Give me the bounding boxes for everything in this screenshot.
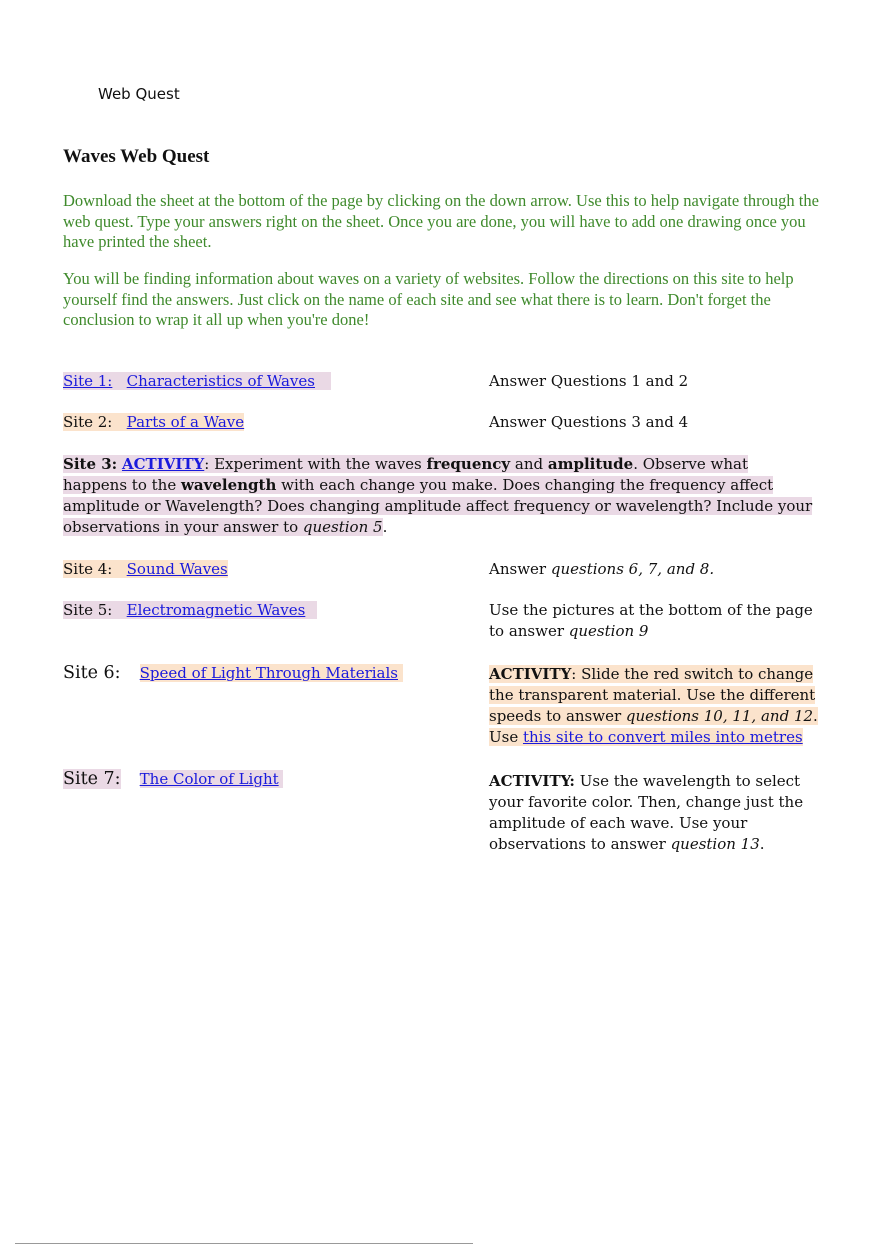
site-3-text-2: and [510, 455, 548, 473]
site-7-text-1: Use the wavelength to select your favorite color. Then, change just the amplitude of each wave. Use your observations to answer [489, 772, 804, 853]
site-7-link[interactable]: The Color of Light [139, 770, 279, 788]
site-2-row [63, 412, 244, 433]
site-3-text-3: . Observe what happens to the [63, 455, 748, 494]
site-5-row [63, 600, 317, 621]
site-4-label: Site 4: [63, 560, 113, 578]
site-3-text-5: . [382, 518, 388, 536]
intro-paragraph-1: Download the sheet at the bottom of the page by clicking on the down arrow. Use this to help navigate through the web quest. Type your answers right on the sheet. Once you are done, you will have to add one drawing once you have printed the sheet. [63, 191, 819, 251]
site-7-row [63, 769, 283, 790]
site-5-instructions-text: Use the pictures at the bottom of the page to answer [489, 601, 813, 640]
site-6-activity-label: ACTIVITY [489, 665, 572, 683]
site-6-instructions [489, 664, 819, 748]
site-1-label[interactable]: Site 1: [63, 372, 113, 390]
site-5-instructions [489, 600, 819, 642]
site-2-instructions: Answer Questions 3 and 4 [489, 413, 689, 431]
site-7-label: Site 7: [63, 769, 121, 789]
site-4-instructions-text: Answer [489, 560, 551, 578]
site-7-instructions [489, 771, 819, 855]
site-6-label: Site 6: [63, 663, 121, 683]
site-3-activity-link[interactable]: ACTIVITY [121, 455, 205, 473]
site-3-bold-amplitude: amplitude [547, 455, 634, 473]
site-7-activity-label: ACTIVITY: [489, 772, 575, 790]
site-3-bold-frequency: frequency [426, 455, 511, 473]
site-1-instructions: Answer Questions 1 and 2 [489, 372, 689, 390]
site-4-instructions [489, 559, 819, 580]
site-3-label: Site 3: [63, 455, 118, 473]
site-5-link[interactable]: Electromagnetic Waves [126, 601, 306, 619]
site-6-convert-link[interactable]: this site to convert miles into metres [522, 728, 803, 746]
site-3-text-1: : Experiment with the waves [204, 455, 427, 473]
site-3-italic-question: question 5 [302, 518, 383, 536]
site-1-row [63, 371, 331, 392]
footer-divider [15, 1243, 473, 1244]
site-6-text-2: . Use [489, 707, 818, 746]
site-4-row [63, 559, 228, 580]
site-1-link[interactable]: Characteristics of Waves [126, 372, 315, 390]
site-7-italic-question: question 13 [670, 835, 760, 853]
site-7-text-2: . [759, 835, 765, 853]
site-6-row [63, 663, 403, 684]
site-2-link[interactable]: Parts of a Wave [126, 413, 245, 431]
page-header: Web Quest [98, 85, 180, 103]
site-4-instructions-italic: questions 6, 7, and 8. [550, 560, 715, 578]
site-6-italic-questions: questions 10, 11, and 12 [625, 707, 814, 725]
site-3-text-4: with each change you make. Does changing the frequency affect amplitude or Wavelength? Does changing amplitude affect frequency or wavelength? Include your observations in your answer to [63, 476, 813, 536]
site-4-link[interactable]: Sound Waves [126, 560, 228, 578]
site-5-label: Site 5: [63, 601, 113, 619]
site-6-text-1: : Slide the red switch to change the transparent material. Use the different speeds to answer [489, 665, 816, 725]
site-6-link[interactable]: Speed of Light Through Materials [139, 664, 398, 682]
site-5-instructions-italic: question 9 [568, 622, 649, 640]
site-3-bold-wavelength: wavelength [180, 476, 277, 494]
site-2-label: Site 2: [63, 413, 113, 431]
page-title: Waves Web Quest [63, 146, 210, 167]
intro-paragraph-2: You will be finding information about waves on a variety of websites. Follow the directions on this site to help yourself find the answers. Just click on the name of each site and see what there is to learn. Don't forget the conclusion to wrap it all up when you're done! [63, 269, 794, 329]
site-3-paragraph [63, 454, 815, 538]
